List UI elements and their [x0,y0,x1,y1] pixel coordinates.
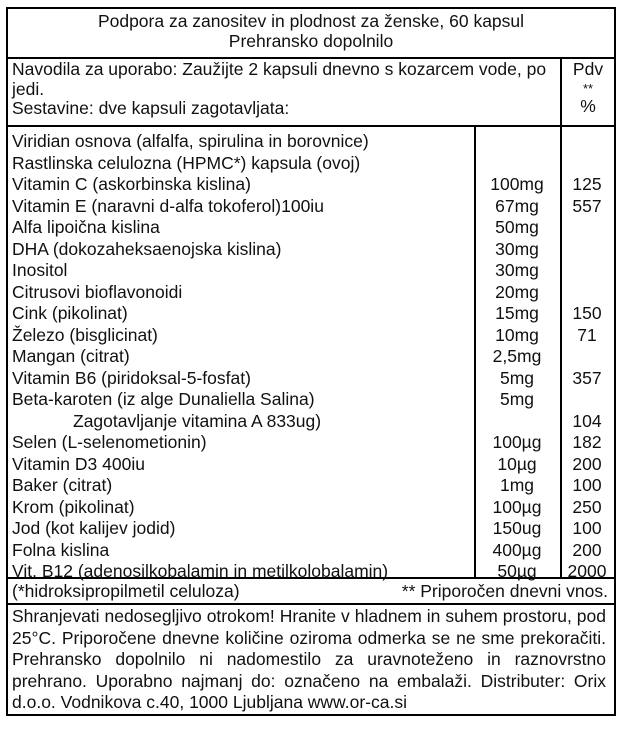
ingredient-amount: 100mg [490,174,544,194]
pdv-label: Pdv [572,59,604,79]
ingredient-pdv [560,217,614,239]
ingredient-amount [474,411,560,433]
ingredient-name: Mangan (citrat) [12,346,130,366]
column-divider [474,127,476,577]
ingredient-name: Alfa lipoična kislina [12,217,160,237]
ingredient-amount [474,131,560,153]
ingredient-pdv: 200 [572,453,602,474]
ingredient-row [8,303,614,325]
ingredient-name: Vitamin E (naravni d-alfa tokoferol)100iu [12,195,324,216]
ingredients-intro: Sestavine: dve kapsuli zagotavljata: [12,98,290,118]
directions-text [8,59,562,125]
ingredient-pdv [560,239,614,261]
ingredient-row [8,561,614,583]
usage-instructions: Navodila za uporabo: Zaužijte 2 kapsuli dnevno s kozarcem vode, po jedi. [12,59,547,99]
ingredient-amount: 67mg [495,195,539,216]
ingredient-pdv: 250 [572,496,602,517]
ingredient-row [8,368,614,390]
storage-notice: Shranjevati nedosegljivo otrokom! Hranite v hladnem in suhem prostoru, pod 25°C. Priporočene dnevne količine oziroma odmerka se ne sme prekoračiti. Prehransko dopolnilo ni nadomestilo za uravnoteženo in raznovrstno prehrano. Uporabno najmanj do: označeno na embalaži. Distributer: Orix d.o.o. Vodnikova c.40, 1000 Ljubljana www.or-ca.si [12,606,606,712]
ingredient-name: Krom (pikolinat) [12,496,135,517]
ingredient-row [8,131,614,153]
ingredient-pdv: 104 [572,410,602,431]
ingredient-pdv [560,346,614,368]
hpmc-footnote: (*hidroksipropilmetil celuloza) [12,581,240,601]
ingredient-name: Jod (kot kalijev jodid) [12,518,176,538]
ingredient-amount: 10mg [495,324,539,345]
ingredient-name: Vitamin D3 400iu [12,453,145,474]
ingredient-amount [474,153,560,175]
ingredients-list [8,127,614,583]
ingredient-amount: 100µg [492,496,542,517]
ingredient-amount: 15mg [495,303,539,323]
ingredient-name: Rastlinska celulozna (HPMC*) kapsula (ovoj) [12,152,361,173]
ingredient-name: Cink (pikolinat) [12,303,128,323]
supplement-label [6,7,616,716]
product-subtitle: Prehransko dopolnilo [228,31,394,51]
ingredient-row [8,497,614,519]
ingredient-name: Citrusovi bioflavonoidi [12,281,183,302]
ingredient-pdv [560,389,614,411]
ingredient-row [8,475,614,497]
ingredient-pdv [560,260,614,282]
ingredient-pdv: 150 [572,303,602,323]
ingredient-pdv [560,153,614,175]
ingredients-table [8,127,614,579]
ingredient-row [8,174,614,196]
ingredient-name: Vit. B12 (adenosilkobalamin in metilkolobalamin) [12,561,389,581]
ingredient-amount: 20mg [495,281,539,302]
ingredient-pdv: 100 [572,475,602,495]
pdv-unit: % [580,95,596,116]
ingredient-name: Inositol [12,260,68,280]
pdv-header [562,59,614,125]
ingredient-name: Zagotavljanje vitamina A 833ug) [73,410,322,431]
ingredient-amount: 1mg [499,475,535,495]
ingredient-name: DHA (dokozaheksaenojska kislina) [12,238,282,259]
footnotes-row [8,579,614,605]
ingredient-pdv: 557 [572,195,602,216]
ingredient-row [8,389,614,411]
ingredient-amount: 100µg [492,432,542,452]
ingredient-amount: 50µg [497,561,537,581]
ingredient-row [8,260,614,282]
ingredient-row [8,239,614,261]
ingredient-amount: 2,5mg [492,346,542,366]
ingredient-pdv: 100 [572,518,602,538]
ingredient-pdv: 125 [572,174,602,194]
ingredient-row [8,282,614,304]
label-header [8,9,614,59]
ingredient-row [8,518,614,540]
ingredient-row [8,454,614,476]
ingredient-pdv: 357 [572,367,602,388]
ingredient-pdv: 71 [577,324,597,345]
ingredient-amount: 400µg [492,539,542,560]
ingredient-name: Viridian osnova (alfalfa, spirulina in borovnice) [12,131,369,151]
ingredient-name: Folna kislina [12,539,110,560]
ingredient-pdv: 182 [572,432,602,452]
ingredient-row [8,325,614,347]
ingredient-name: Vitamin C (askorbinska kislina) [12,174,251,194]
pdv-stars: ** [582,80,594,96]
ingredient-pdv: 200 [572,539,602,560]
ingredient-amount: 5mg [499,389,535,409]
ingredient-pdv [560,131,614,153]
ingredient-row [8,540,614,562]
ingredient-amount: 50mg [495,217,539,237]
product-title: Podpora za zanositev in plodnost za ženske, 60 kapsul [97,11,525,31]
ingredient-amount: 5mg [499,367,535,388]
ingredient-amount: 150ug [492,518,542,538]
ingredient-row [8,411,614,433]
ingredient-row [8,153,614,175]
ingredient-pdv [560,282,614,304]
ingredient-name: Beta-karoten (iz alge Dunaliella Salina) [12,389,315,409]
ingredient-pdv: 2000 [567,561,607,581]
ingredient-row [8,196,614,218]
ingredient-name: Selen (L-selenometionin) [12,432,207,452]
ingredient-amount: 30mg [495,238,539,259]
ingredient-row [8,432,614,454]
ingredient-name: Železo (bisglicinat) [12,324,158,345]
ingredient-amount: 30mg [495,260,539,280]
ingredient-name: Baker (citrat) [12,475,113,495]
ingredient-row [8,346,614,368]
column-divider [560,127,562,577]
ingredient-amount: 10µg [497,453,537,474]
rdi-footnote: ** Priporočen dnevni vnos. [401,581,608,601]
ingredient-name: Vitamin B6 (piridoksal-5-fosfat) [12,367,251,388]
directions-section [8,59,614,127]
ingredient-row [8,217,614,239]
